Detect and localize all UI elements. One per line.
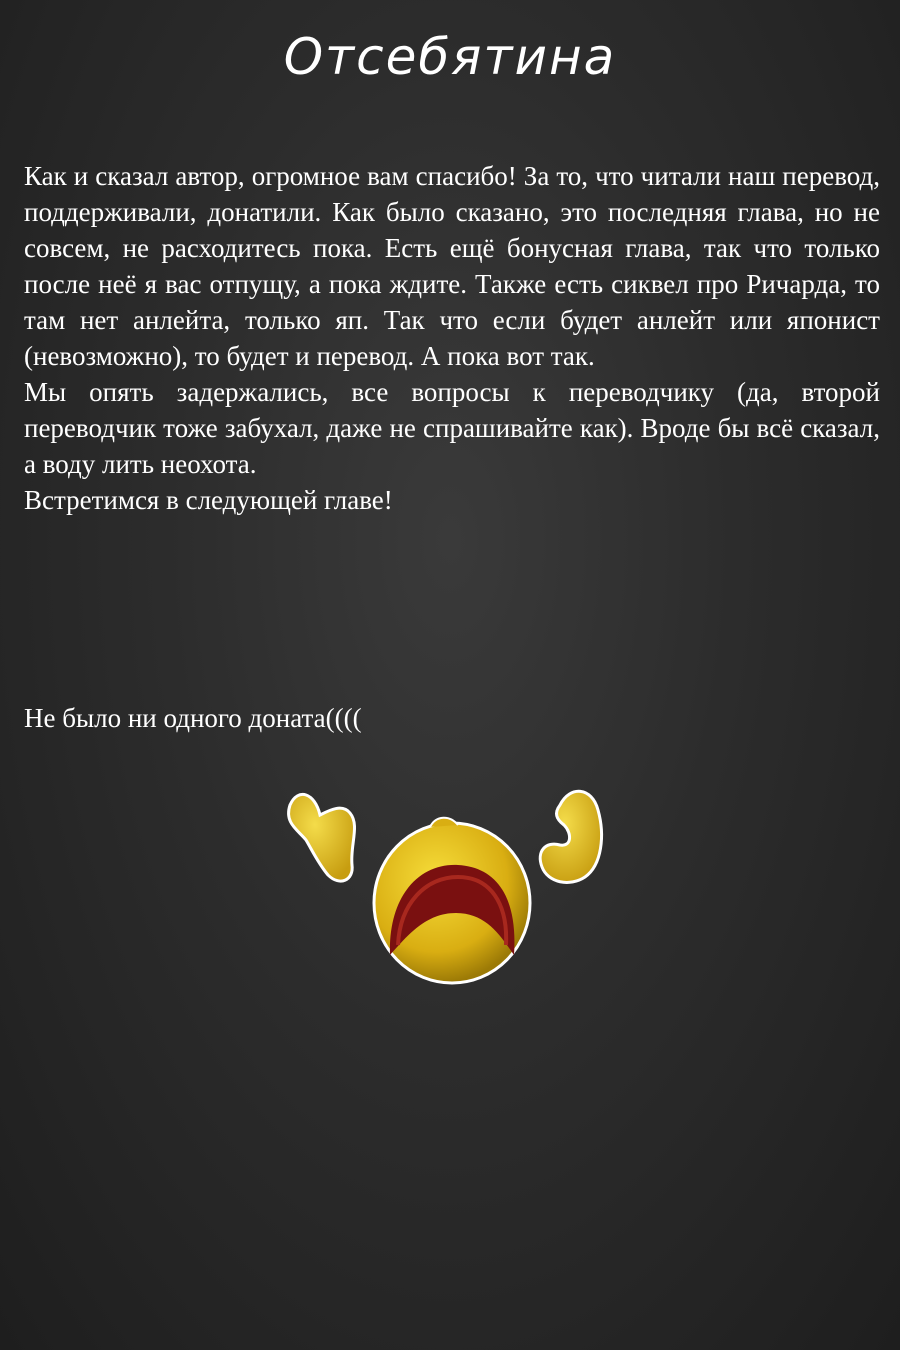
page-title: Отсебятина [283,28,617,86]
left-hand-shape [289,794,355,881]
body-text [24,158,880,518]
paragraph-delay: Мы опять задержались, все вопросы к переводчику (да, второй переводчик тоже забухал, даже не спрашивайте как). Вроде бы всё сказал, а воду лить неохота. [24,377,880,479]
paragraph-see-you: Встретимся в следующей главе! [24,485,393,515]
paragraph-thanks: Как и сказал автор, огромное вам спасибо! За то, что читали наш перевод, поддерживали, донатили. Как было сказано, это последняя глава, но не совсем, не расходитесь пока. Есть ещё бонусная глава, так что только после неё я вас отпущу, а пока ждите. Также есть сиквел про Ричарда, то там нет анлейта, только яп. Так что если будет анлейт или японист (невозможно), то будет и перевод. А пока вот так. [24,161,880,371]
donation-note: Не было ни одного доната(((( [24,703,362,733]
crying-emoji-icon [280,785,610,985]
right-hand-shape [540,791,601,882]
